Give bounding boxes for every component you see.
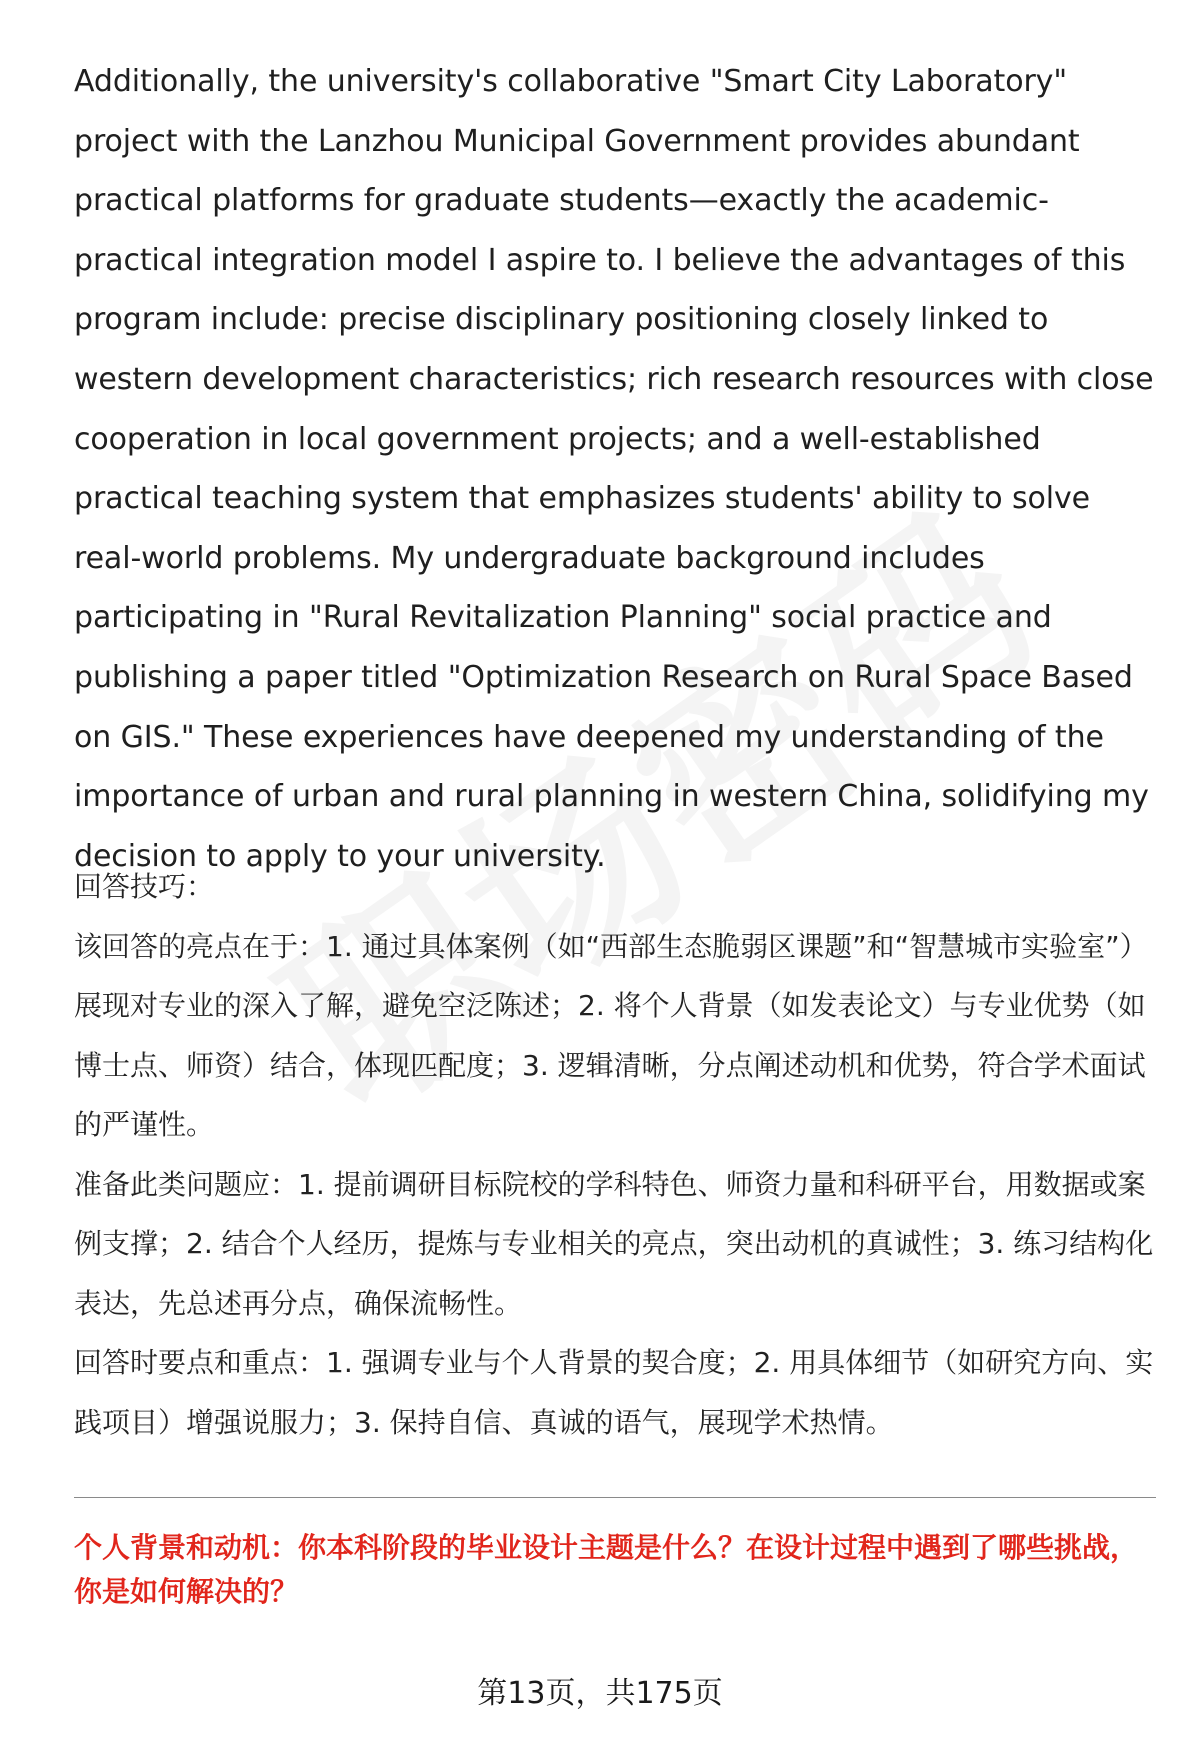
tips-key-points: 回答时要点和重点：1. 强调专业与个人背景的契合度；2. 用具体细节（如研究方向、实践项目）增强说服力；3. 保持自信、真诚的语气，展现学术热情。 [74,1346,1154,1439]
section-divider [74,1497,1156,1498]
tips-preparation: 准备此类问题应：1. 提前调研目标院校的学科特色、师资力量和科研平台，用数据或案例支撑；2. 结合个人经历，提炼与专业相关的亮点，突出动机的真诚性；3. 练习结构化表达，先总述再分点，确保流畅性。 [74,1167,1154,1320]
answer-paragraph: Additionally, the university's collaborative "Smart City Laboratory" project with the Lanzhou Municipal Government provides abundant practical platforms for graduate students—exactly the academic-practical integration model I aspire to. I believe the advantages of this program include: precise disciplinary positioning closely linked to western development characteristics; rich research resources with close cooperation in local government projects; and a well-established practical teaching system that emphasizes students' ability to solve real-world problems. My undergraduate background includes participating in "Rural Revitalization Planning" social practice and publishing a paper titled "Optimization Research on Rural Space Based on GIS." These experiences have deepened my understanding of the importance of urban and rural planning in western China, solidifying my decision to apply to your university. [74,64,1154,874]
next-question-heading: 个人背景和动机：你本科阶段的毕业设计主题是什么？在设计过程中遇到了哪些挑战，你是如何解决的？ [74,1531,1139,1608]
tips-highlights: 该回答的亮点在于：1. 通过具体案例（如“西部生态脆弱区课题”和“智慧城市实验室”）展现对专业的深入了解，避免空泛陈述；2. 将个人背景（如发表论文）与专业优势（如博士点、师资）结合，体现匹配度；3. 逻辑清晰，分点阐述动机和优势，符合学术面试的严谨性。 [74,929,1148,1141]
page-number-footer: 第13页，共175页 [477,1676,723,1711]
answer-tips-section [74,857,1156,1452]
tips-heading: 回答技巧： [74,870,215,903]
